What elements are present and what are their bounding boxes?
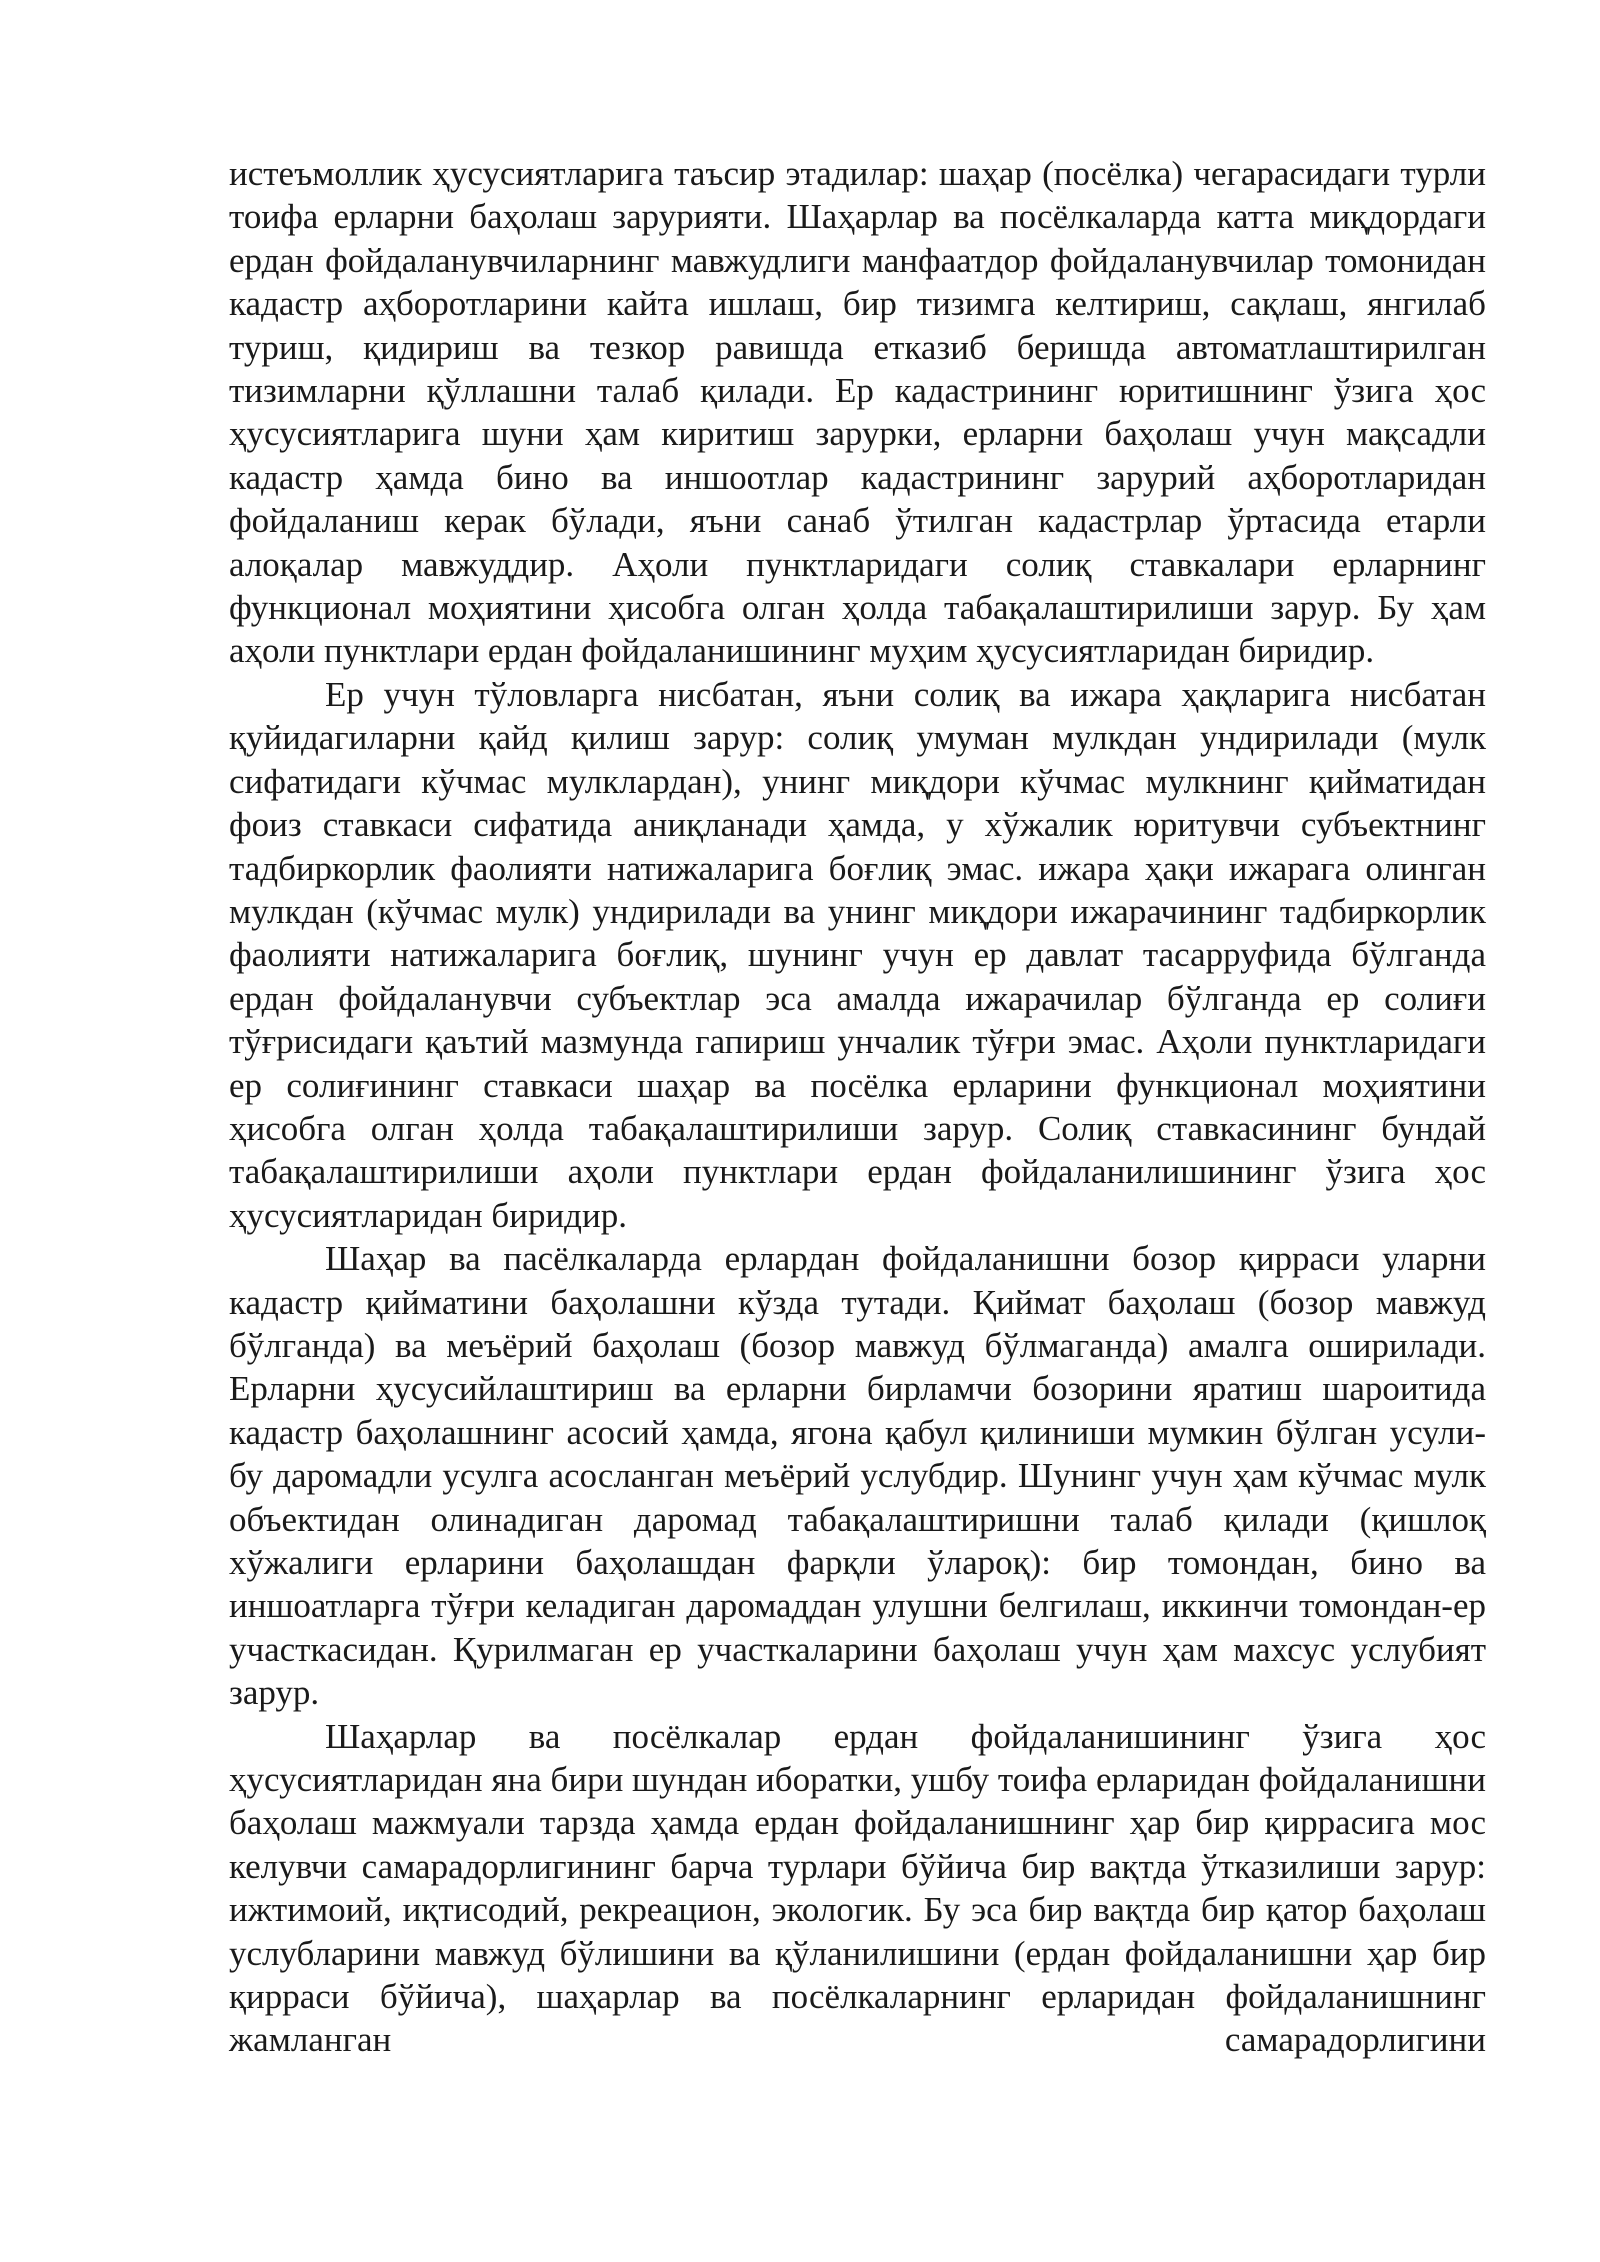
paragraph-4: Шаҳарлар ва посёлкалар ердан фойдаланишининг ўзига ҳос ҳусусиятларидан яна бири шундан иборатки, ушбу тоифа ерларидан фойдаланишни баҳолаш мажмуали тарзда ҳамда ердан фойдаланишнинг ҳар бир қиррасига мос келувчи самарадорлигининг барча турлари бўйича бир вақтда ўтказилиши зарур: ижтимоий, иқтисодий, рекреацион, экологик. Бу эса бир вақтда бир қатор баҳолаш услубларини мавжуд бўлишини ва қўланилишини (ердан фойдаланишни ҳар бир қирраси бўйича), шаҳарлар ва посёлкаларнинг ерларидан фойдаланишнинг жамланган самарадорлигини xyxy=(229,1716,1487,2060)
paragraph-3: Шаҳар ва пасёлкаларда ерлардан фойдаланишни бозор қирраси уларни кадастр қийматини баҳолашни кўзда тутади. Қиймат баҳолаш (бозор мавжуд бўлганда) ва меъёрий баҳолаш (бозор мавжуд бўлмаганда) амалга оширилади. Ерларни ҳусусийлаштириш ва ерларни бирламчи бозорини яратиш шароитида кадастр баҳолашнинг асосий ҳамда, ягона қабул қилиниши мумкин бўлган усули-бу даромадли усулга асосланган меъёрий услубдир. Шунинг учун ҳам кўчмас мулк объектидан олинадиган даромад табақалаштиришни талаб қилади (қишлоқ хўжалиги ерларини баҳолашдан фарқли ўлароқ): бир томондан, бино ва иншоатларга тўғри келадиган даромаддан улушни белгилаш, иккинчи томондан-ер участкасидан. Қурилмаган ер участкаларини баҳолаш учун ҳам махсус услубият зарур. xyxy=(229,1239,1486,1713)
paragraph-1: истеъмоллик ҳусусиятларига таъсир этадилар: шаҳар (посёлка) чегарасидаги турли тоифа ерларни баҳолаш зарурияти. Шаҳарлар ва посёлкаларда катта миқдордаги ердан фойдаланувчиларнинг мавжудлиги манфаатдор фойдаланувчилар томонидан кадастр аҳборотларини кайта ишлаш, бир тизимга келтириш, сақлаш, янгилаб туриш, қидириш ва тезкор равишда етказиб беришда автоматлаштирилган тизимларни қўллашни талаб қилади. Ер кадастрининг юритишнинг ўзига ҳос ҳусусиятларига шуни ҳам киритиш зарурки, ерларни баҳолаш учун мақсадли кадастр ҳамда бино ва иншоотлар кадастрининг зарурий аҳборотларидан фойдаланиш керак бўлади, яъни санаб ўтилган кадастрлар ўртасида етарли алоқалар мавжуддир. Аҳоли пунктларидаги солиқ ставкалари ерларнинг функционал моҳиятини ҳисобга олган ҳолда табақалаштирилиши зарур. Бу ҳам аҳоли пунктлари ердан фойдаланишининг муҳим ҳусусиятларидан биридир. xyxy=(229,154,1486,671)
document-page xyxy=(229,152,1486,2062)
paragraph-2: Ер учун тўловларга нисбатан, яъни солиқ ва ижара ҳақларига нисбатан қуйидагиларни қайд қилиш зарур: солиқ умуман мулкдан ундирилади (мулк сифатидаги кўчмас мулклардан), унинг миқдори кўчмас мулкнинг қийматидан фоиз ставкаси сифатида аниқланади ҳамда, у хўжалик юритувчи субъектнинг тадбиркорлик фаолияти натижаларига боғлиқ эмас. ижара ҳақи ижарага олинган мулкдан (кўчмас мулк) ундирилади ва унинг миқдори ижарачининг тадбиркорлик фаолияти натижаларига боғлиқ, шунинг учун ер давлат тасарруфида бўлганда ердан фойдаланувчи субъектлар эса амалда ижарачилар бўлганда ер солиғи тўғрисидаги қаътий мазмунда гапириш унчалик тўғри эмас. Аҳоли пунктларидаги ер солиғининг ставкаси шаҳар ва посёлка ерларини функционал моҳиятини ҳисобга олган ҳолда табақалаштирилиши зарур. Солиқ ставкасининг бундай табақалаштирилиши аҳоли пунктлари ердан фойдаланилишининг ўзига ҳос ҳусусиятларидан биридир. xyxy=(229,674,1486,1235)
